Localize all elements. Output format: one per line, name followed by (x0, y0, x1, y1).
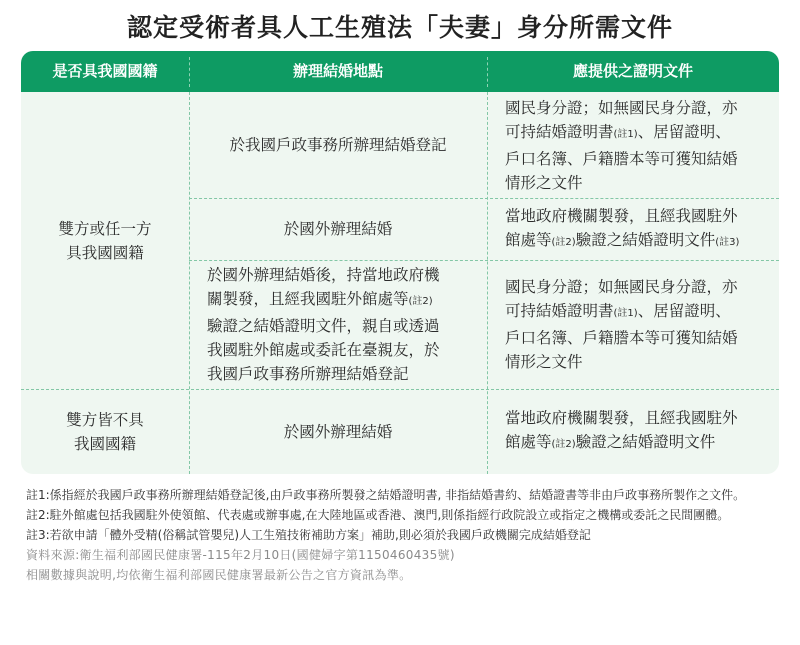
header-required-documents: 應提供之證明文件 (572, 62, 693, 80)
location-cell (189, 92, 487, 198)
requirements-table (21, 51, 779, 474)
location-cell (189, 260, 487, 389)
documents-text: 國民身分證；如無國民身分證，亦 可持結婚證明書(註1)、居留證明、 戶口名簿、戶籍謄本等可獲知結婚 情形之文件 (505, 278, 738, 371)
documents-text: 當地政府機關製發，且經我國駐外 館處等(註2)驗證之結婚證明文件(註3) (505, 206, 740, 249)
nationality-cell-neither (21, 389, 189, 474)
table-header-row (21, 51, 779, 92)
documents-cell (487, 260, 779, 389)
footnote-3: 註3:若欲申請「體外受精(俗稱試管嬰兒)人工生殖技術補助方案」補助,則必須於我國戶政機關完成結婚登記 (26, 528, 591, 542)
footnote-2: 註2:駐外館處包括我國駐外使領館、代表處或辦事處,在大陸地區或香港、澳門,則係指經行政院設立或指定之機構或委託之民間團體。 (26, 508, 730, 522)
location-text: 於我國戶政事務所辦理結婚登記 (229, 136, 447, 154)
disclaimer-text: 相關數據與說明,均依衛生福利部國民健康署最新公告之官方資訊為準。 (26, 568, 412, 582)
location-text: 於國外辦理結婚 (283, 422, 393, 441)
location-cell (189, 389, 487, 474)
documents-cell (487, 198, 779, 260)
nationality-text: 雙方或任一方 具我國國籍 (58, 219, 152, 262)
header-marriage-location: 辦理結婚地點 (292, 62, 383, 80)
location-text: 於國外辦理結婚後，持當地政府機 關製發，且經我國駐外館處等(註2) 驗證之結婚證明文件，親自或透過 我國駐外館處或委託在臺親友，於 我國戶政事務所辦理結婚登記 (207, 266, 440, 383)
documents-text: 當地政府機關製發，且經我國駐外 館處等(註2)驗證之結婚證明文件 (505, 409, 738, 451)
documents-cell (487, 389, 779, 474)
location-cell (189, 198, 487, 260)
footnotes (26, 485, 786, 585)
location-text: 於國外辦理結婚 (283, 220, 393, 238)
nationality-cell-both-or-either (21, 92, 189, 389)
source-text: 資料來源:衛生福利部國民健康署-115年2月10日(國健婦字第1150460435號) (26, 548, 455, 562)
header-nationality: 是否具我國國籍 (52, 62, 158, 80)
documents-cell (487, 92, 779, 198)
documents-text: 國民身分證；如無國民身分證，亦 可持結婚證明書(註1)、居留證明、 戶口名簿、戶籍謄本等可獲知結婚 情形之文件 (505, 98, 738, 192)
footnote-1: 註1:係指經於我國戶政事務所辦理結婚登記後,由戶政事務所製發之結婚證明書, 非指結婚書約、結婚證書等非由戶政事務所製作之文件。 (26, 488, 746, 502)
page-title: 認定受術者具人工生殖法「夫妻」身分所需文件 (126, 13, 673, 42)
nationality-text: 雙方皆不具 我國國籍 (66, 410, 144, 453)
